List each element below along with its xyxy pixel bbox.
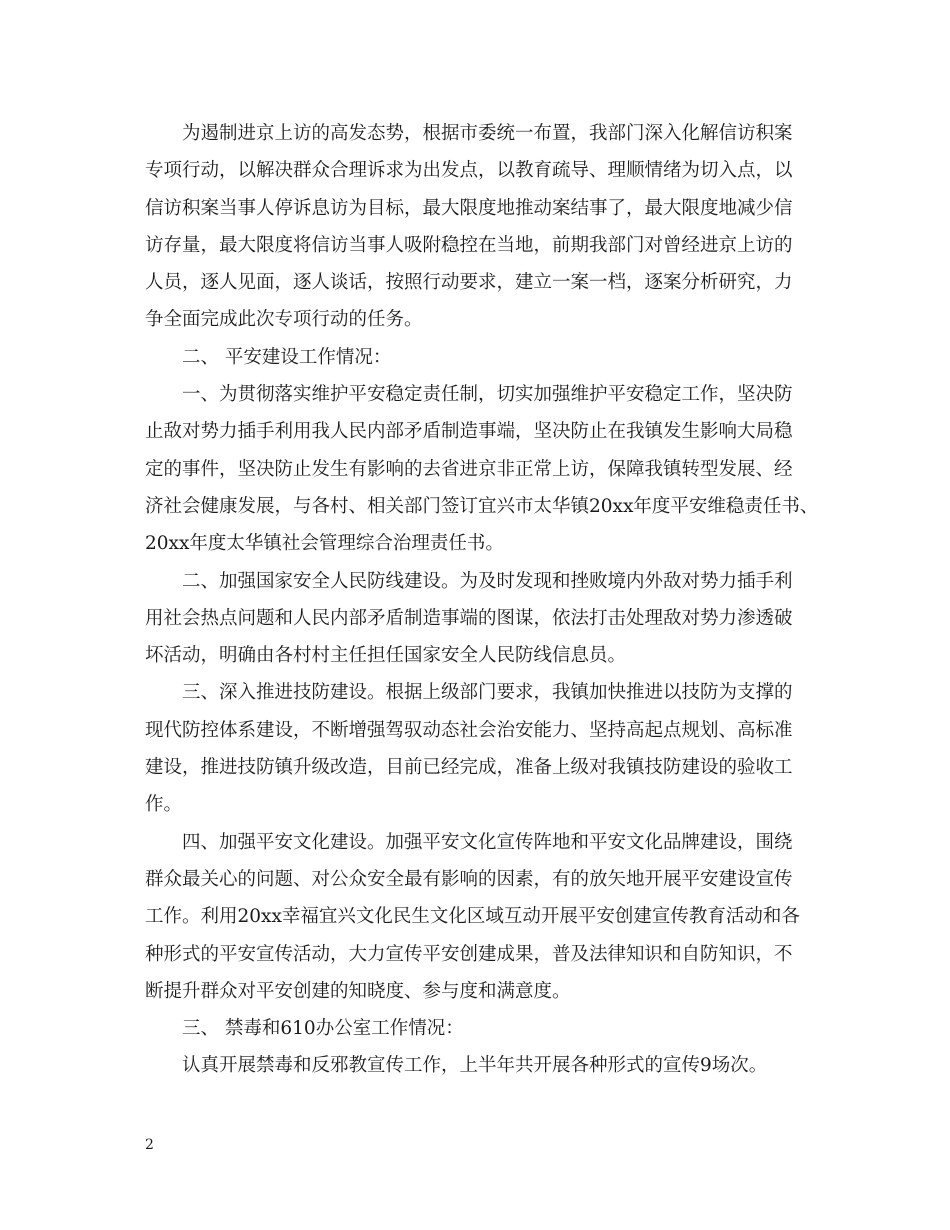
text-line: 争全面完成此次专项行动的任务。 [145,309,423,331]
text-line: 作。 [145,794,183,816]
text-line: 用社会热点问题和人民内部矛盾制造事端的图谋，依法打击处理敌对势力渗透破 [145,607,793,629]
text-line: 人员，逐人见面，逐人谈话，按照行动要求，建立一案一档，逐案分析研究，力 [145,272,793,294]
page-number: 2 [145,1137,154,1153]
text-line: 四、加强平安文化建设。加强平安文化宣传阵地和平安文化品牌建设，围绕 [182,831,793,853]
document-body [145,115,819,1085]
text-line: 二、 平安建设工作情况： [182,346,392,368]
text-line: 访存量，最大限度将信访当事人吸附稳控在当地，前期我部门对曾经进京上访的 [145,234,793,256]
text-line: 三、 禁毒和610办公室工作情况： [182,1018,464,1040]
text-line: 三、深入推进技防建设。根据上级部门要求，我镇加快推进以技防为支撑的 [182,682,793,704]
text-line: 认真开展禁毒和反邪教宣传工作，上半年共开展各种形式的宣传9场次。 [182,1055,768,1077]
text-line: 一、为贯彻落实维护平安稳定责任制，切实加强维护平安稳定工作，坚决防 [182,384,793,406]
text-line: 专项行动，以解决群众合理诉求为出发点，以教育疏导、理顺情绪为切入点，以 [145,160,793,182]
text-line: 定的事件，坚决防止发生有影响的去省进京非正常上访，保障我镇转型发展、经 [145,458,793,480]
text-line: 济社会健康发展，与各村、相关部门签订宜兴市太华镇20xx年度平安维稳责任书、 [145,495,819,517]
text-line: 止敌对势力插手利用我人民内部矛盾制造事端，坚决防止在我镇发生影响大局稳 [145,421,793,443]
text-line: 断提升群众对平安创建的知晓度、参与度和满意度。 [145,980,571,1002]
text-line: 群众最关心的问题、对公众安全最有影响的因素，有的放矢地开展平安建设宣传 [145,868,793,890]
text-line: 二、加强国家安全人民防线建设。为及时发现和挫败境内外敌对势力插手利 [182,570,793,592]
text-line: 坏活动，明确由各村村主任担任国家安全人民防线信息员。 [145,645,627,667]
text-line: 建设，推进技防镇升级改造，目前已经完成，准备上级对我镇技防建设的验收工 [145,757,793,779]
text-line: 工作。利用20xx幸福宜兴文化民生文化区域互动开展平安创建宣传教育活动和各 [145,906,800,928]
text-line: 信访积案当事人停诉息访为目标，最大限度地推动案结事了，最大限度地减少信 [145,197,793,219]
text-line: 现代防控体系建设，不断增强驾驭动态社会治安能力、坚持高起点规划、高标准 [145,719,793,741]
text-line: 为遏制进京上访的高发态势，根据市委统一布置，我部门深入化解信访积案 [182,123,793,144]
text-line: 种形式的平安宣传活动，大力宣传平安创建成果，普及法律知识和自防知识，不 [145,943,793,965]
text-line: 20xx年度太华镇社会管理综合治理责任书。 [145,533,504,555]
